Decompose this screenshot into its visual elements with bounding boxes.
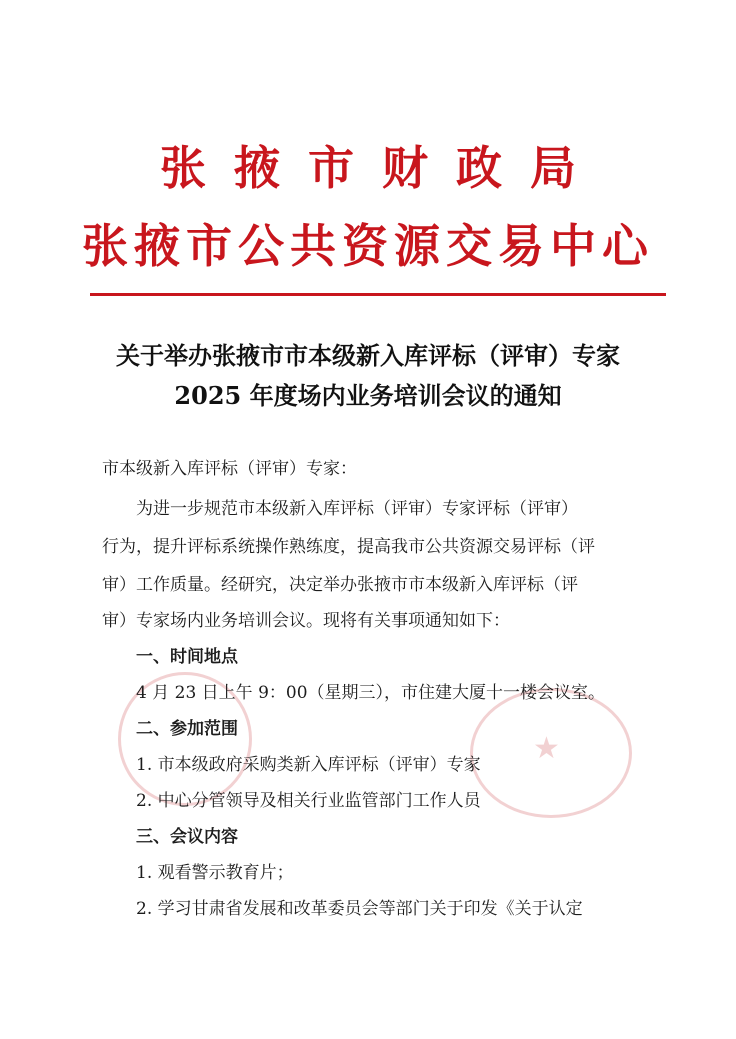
section-heading-meeting-content: 三、会议内容 bbox=[136, 827, 238, 847]
section-item: 2. 中心分管领导及相关行业监管部门工作人员 bbox=[136, 791, 481, 811]
section-item: 1. 观看警示教育片； bbox=[136, 863, 294, 883]
seal-star-icon: ★ bbox=[533, 731, 560, 766]
red-header-rule bbox=[90, 293, 666, 296]
section-item: 2. 学习甘肃省发展和改革委员会等部门关于印发《关于认定 bbox=[136, 899, 583, 919]
intro-line: 行为，提升评标系统操作熟练度，提高我市公共资源交易评标（评 bbox=[102, 537, 595, 557]
salutation: 市本级新入库评标（评审）专家： bbox=[102, 459, 357, 479]
intro-line: 审）工作质量。经研究，决定举办张掖市市本级新入库评标（评 bbox=[102, 575, 578, 595]
section-heading-participants: 二、参加范围 bbox=[136, 719, 238, 739]
section-item: 4 月 23 日上午 9：00（星期三），市住建大厦十一楼会议室。 bbox=[136, 683, 606, 703]
section-heading-time-place: 一、时间地点 bbox=[136, 647, 238, 667]
document-title-line-1: 关于举办张掖市市本级新入库评标（评审）专家 bbox=[116, 341, 620, 370]
issuer-line-trading-center: 张掖市公共资源交易中心 bbox=[82, 219, 654, 273]
document-title-line-2: 2025 年度场内业务培训会议的通知 bbox=[174, 381, 562, 410]
section-item: 1. 市本级政府采购类新入库评标（评审）专家 bbox=[136, 755, 481, 775]
intro-line: 审）专家场内业务培训会议。现将有关事项通知如下： bbox=[102, 611, 510, 631]
intro-line: 为进一步规范市本级新入库评标（评审）专家评标（评审） bbox=[136, 499, 578, 519]
issuer-line-finance-bureau: 张掖市财政局 bbox=[160, 141, 604, 195]
